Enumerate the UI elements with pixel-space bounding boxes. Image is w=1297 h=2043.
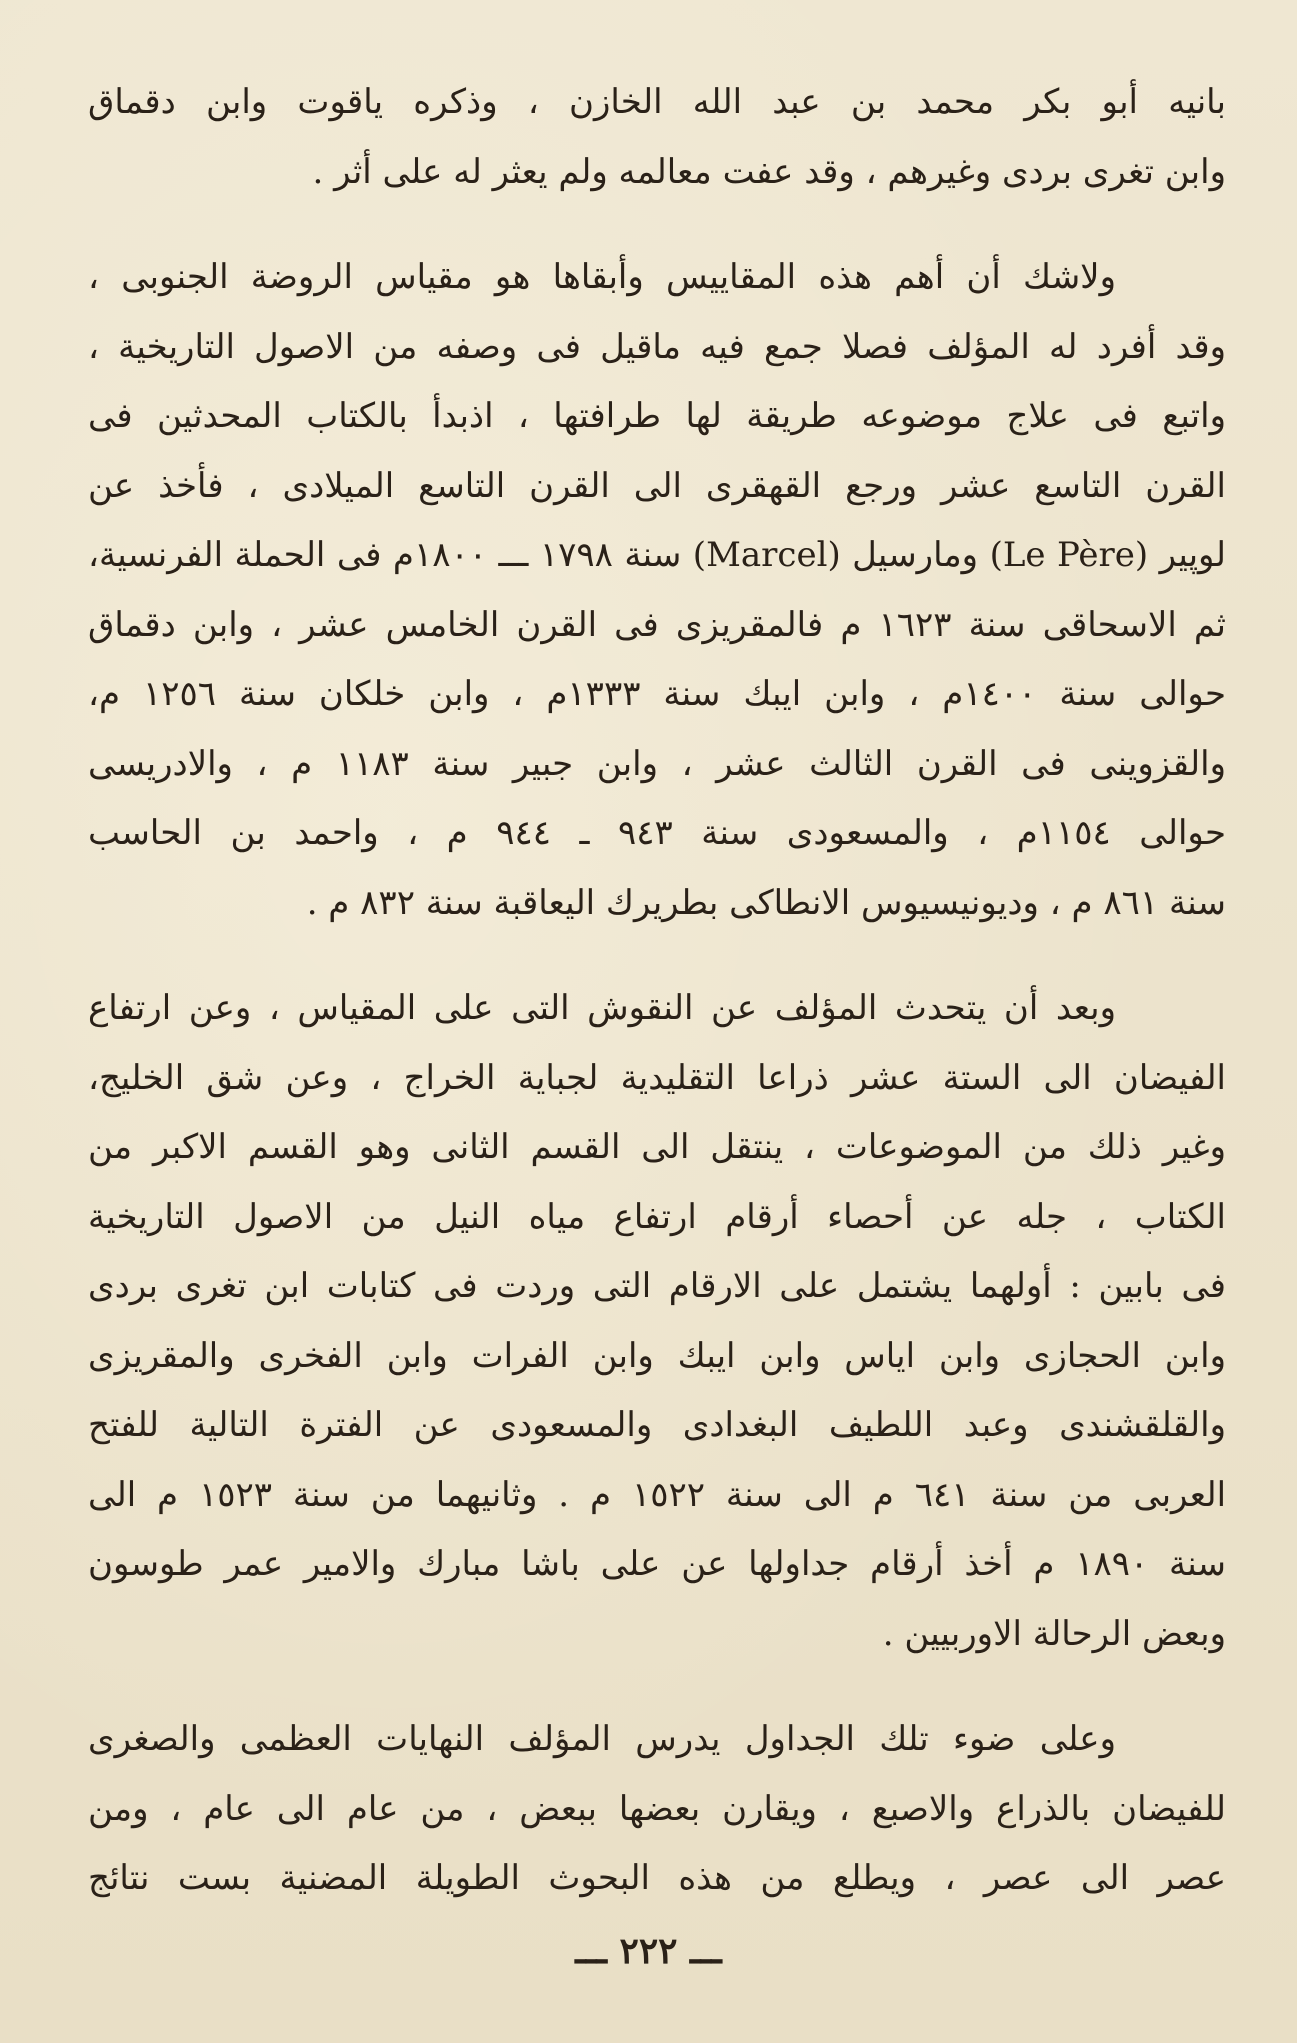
text-line: القرن التاسع عشر ورجع القهقرى الى القرن التاسع الميلادى ، فأخذ عن xyxy=(88,465,1226,506)
paragraph-3 xyxy=(88,974,1226,1669)
text-line: وغير ذلك من الموضوعات ، ينتقل الى القسم الثانى وهو القسم الاكبر من xyxy=(88,1127,1226,1167)
text-line: عصر الى عصر ، ويطلع من هذه البحوث الطويلة المضنية بست نتائج xyxy=(88,1858,1226,1898)
paragraph-4 xyxy=(88,1705,1226,1914)
text-line: فى بابين : أولهما يشتمل على الارقام التى وردت فى كتابات ابن تغرى بردى xyxy=(88,1266,1226,1306)
text-line: الكتاب ، جله عن أحصاء أرقام ارتفاع مياه النيل من الاصول التاريخية xyxy=(88,1196,1226,1237)
text-line: ثم الاسحاقى سنة ١٦٢٣ م فالمقريزى فى القرن الخامس عشر ، وابن دقماق xyxy=(88,604,1226,645)
body-text xyxy=(88,68,1226,1914)
text-line: وابن الحجازى وابن اياس وابن ايبك وابن الفرات وابن الفخرى والمقريزى xyxy=(88,1335,1226,1376)
text-line: سنة ١٨٩٠ م أخذ أرقام جداولها عن على باشا مبارك والامير عمر طوسون xyxy=(88,1544,1226,1584)
paragraph-2 xyxy=(88,243,1226,938)
text-line: للفيضان بالذراع والاصبع ، ويقارن بعضها ببعض ، من عام الى عام ، ومن xyxy=(88,1788,1226,1829)
text-line: وابن تغرى بردى وغيرهم ، وقد عفت معالمه ولم يعثر له على أثر . xyxy=(312,151,1226,192)
text-line: حوالى سنة ١٤٠٠م ، وابن ايبك سنة ١٣٣٣م ، وابن خلكان سنة ١٢٥٦ م، xyxy=(88,674,1226,714)
text-line: العربى من سنة ٦٤١ م الى سنة ١٥٢٢ م . وثانيهما من سنة ١٥٢٣ م الى xyxy=(88,1474,1226,1515)
text-line: والقزوينى فى القرن الثالث عشر ، وابن جبير سنة ١١٨٣ م ، والادريسى xyxy=(88,743,1226,784)
text-line: سنة ٨٦١ م ، وديونيسيوس الانطاكى بطريرك اليعاقبة سنة ٨٣٢ م . xyxy=(306,882,1226,923)
text-line: وبعض الرحالة الاوربيين . xyxy=(882,1613,1226,1654)
page-number: ـــ ٢٢٢ ـــ xyxy=(575,1930,722,1972)
text-line: وعلى ضوء تلك الجداول يدرس المؤلف النهايات العظمى والصغرى xyxy=(88,1719,1116,1759)
text-line: وقد أفرد له المؤلف فصلا جمع فيه ماقيل فى وصفه من الاصول التاريخية ، xyxy=(88,326,1226,367)
text-line: وبعد أن يتحدث المؤلف عن النقوش التى على المقياس ، وعن ارتفاع xyxy=(88,988,1116,1028)
text-line: الفيضان الى الستة عشر ذراعا التقليدية لجباية الخراج ، وعن شق الخليج، xyxy=(88,1057,1226,1098)
text-line: بانيه أبو بكر محمد بن عبد الله الخازن ، وذكره ياقوت وابن دقماق xyxy=(88,82,1226,122)
text-line: حوالى ١١٥٤م ، والمسعودى سنة ٩٤٣ ـ ٩٤٤ م ، واحمد بن الحاسب xyxy=(88,813,1226,853)
text-line: واتبع فى علاج موضوعه طريقة لها طرافتها ، اذبدأ بالكتاب المحدثين فى xyxy=(88,396,1226,436)
paragraph-1 xyxy=(88,68,1226,207)
text-line: لوپير (Le Père) ومارسيل (Marcel) سنة ١٧٩٨ ـــ ١٨٠٠م فى الحملة الفرنسية، xyxy=(88,535,1226,575)
text-line: ولاشك أن أهم هذه المقاييس وأبقاها هو مقياس الروضة الجنوبى ، xyxy=(88,257,1116,297)
text-line: والقلقشندى وعبد اللطيف البغدادى والمسعودى عن الفترة التالية للفتح xyxy=(88,1405,1226,1445)
